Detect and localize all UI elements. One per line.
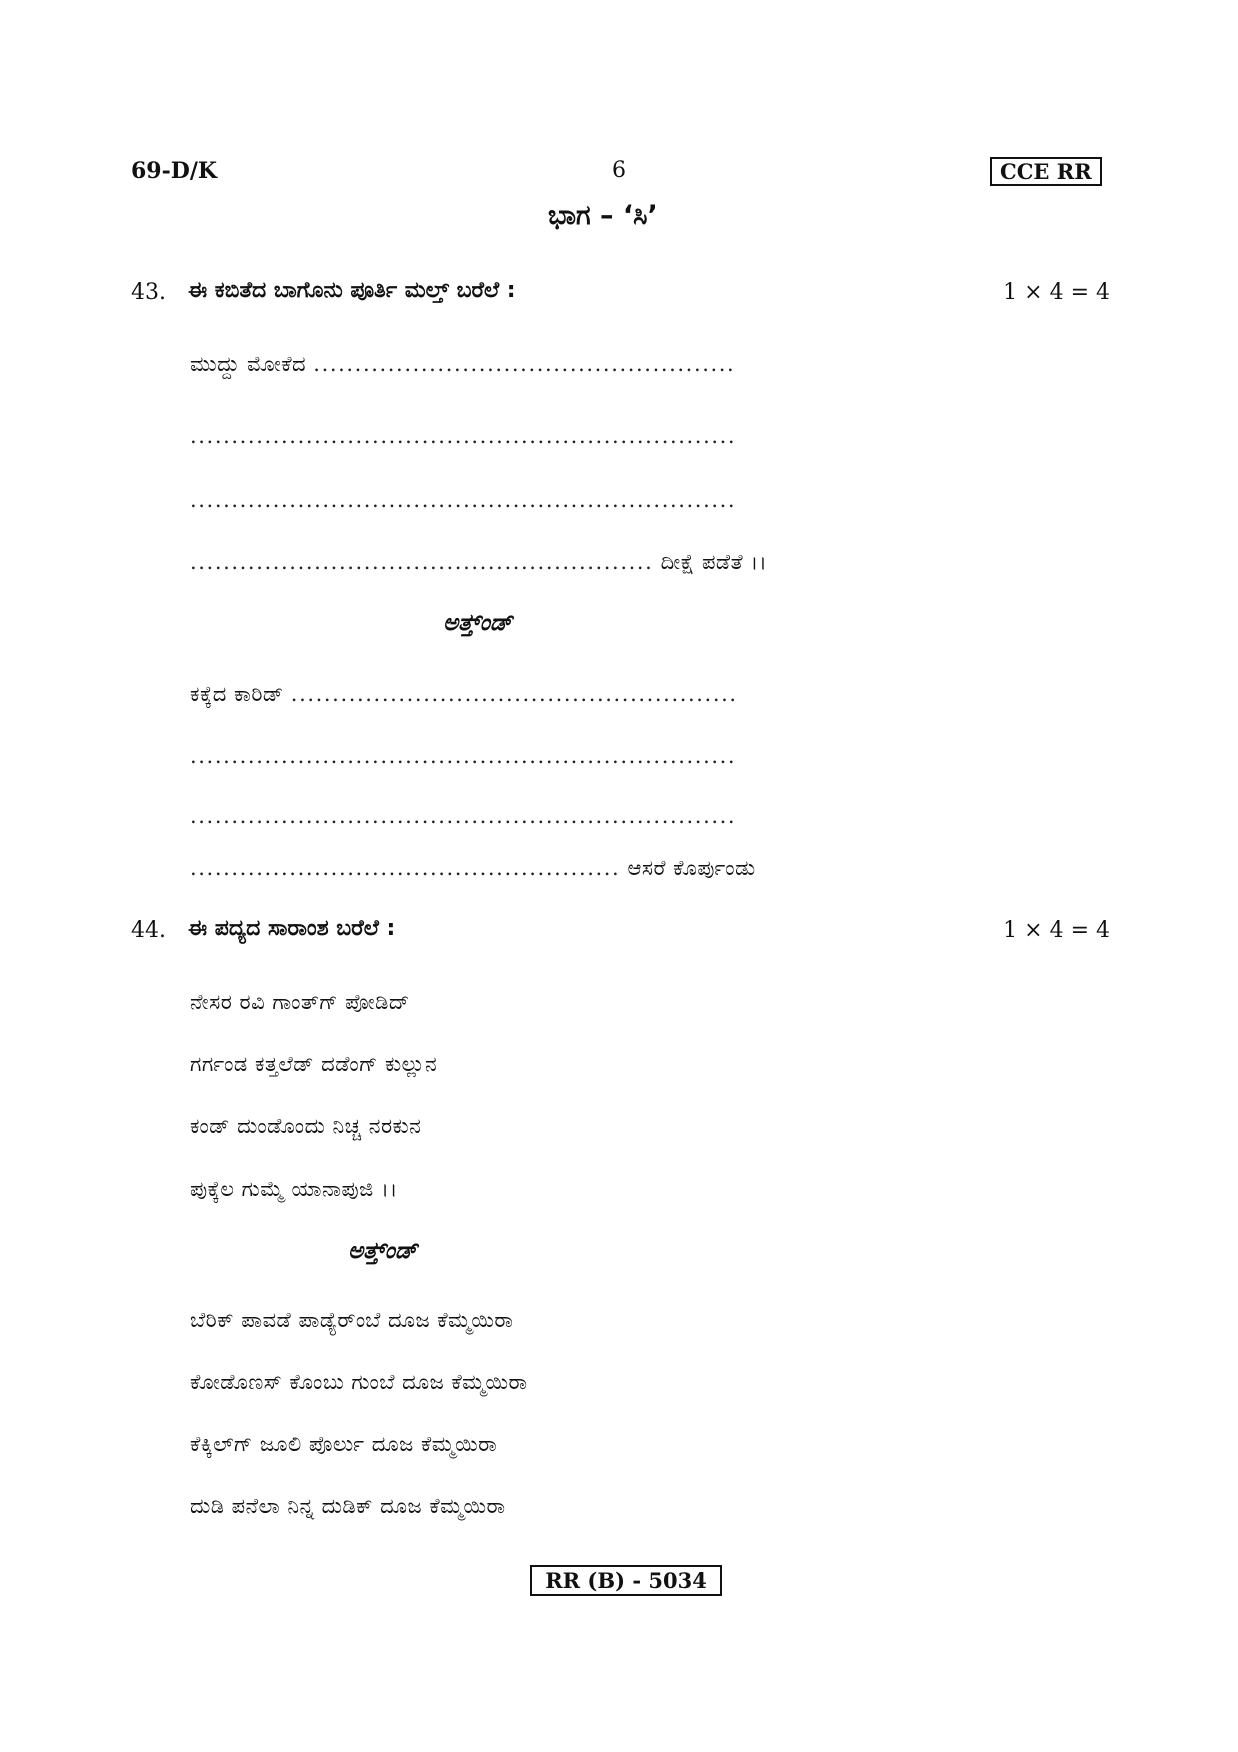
q43-a-line-1-text: ಮುದ್ದು ಮೋಕೆದ	[190, 352, 307, 376]
paper-code: 69-D/K	[131, 158, 217, 184]
q43-b-line-4-blank: ....................................................	[190, 856, 621, 880]
q43-a-line-3-blank: ..................................................................	[190, 488, 737, 512]
poem-a-line: ಗರ್ಗಂಡ ಕತ್ತಲೆಡ್ ದಡೆಂಗ್ ಕುಲ್ಲುನ	[190, 1052, 438, 1076]
q43-b-line-3	[190, 804, 736, 828]
q43-b-line-2	[190, 744, 736, 768]
q43-b-line-1-blank: ......................................................	[290, 682, 738, 706]
q43-b-line-4	[190, 856, 756, 881]
q44-or-label: ಅತ್ತ್‌ಂಡ್	[348, 1238, 418, 1264]
question-43-text: ಈ ಕಬಿತೆದ ಬಾಗೊನು ಪೂರ್ತಿ ಮಲ್ತ್ ಬರೆಲೆ :	[188, 278, 516, 303]
question-44-number: 44.	[131, 918, 166, 943]
poem-a-line: ಕಂಡ್ ದುಂಡೊಂದು ನಿಚ್ಚ ನರಕುನ	[190, 1114, 422, 1138]
question-43-number: 43.	[131, 280, 166, 305]
cce-rr-badge: CCE RR	[990, 157, 1102, 186]
q43-a-line-4	[190, 550, 767, 575]
section-title: ಭಾಗ – ‘ಸಿ’	[548, 200, 658, 231]
q43-or-label: ಅತ್ತ್‌ಂಡ್	[443, 610, 513, 636]
q43-a-line-2	[190, 424, 736, 448]
q43-a-line-4-text: ದೀಕ್ಷೆ ಪಡೆತೆ ।।	[660, 550, 768, 574]
poem-a-line: ಪುಕ್ಕೆಲ ಗುಮ್ಮೆ ಯಾನಾಪುಜಿ ।।	[190, 1177, 398, 1201]
q43-a-line-4-blank: ........................................................	[190, 550, 654, 574]
poem-b-line: ಬೆರಿಕ್ ಪಾವಡೆ ಪಾಡ್ಯೆರ್‌ಂಬೆ ದೂಜ ಕೆಮ್ಮಯಿರಾ	[190, 1308, 514, 1332]
question-43-marks: 1 × 4 = 4	[1003, 280, 1110, 305]
q43-b-line-2-blank: ..................................................................	[190, 744, 737, 768]
q43-b-line-4-text: ಆಸರೆ ಕೊರ್ಪುಂಡು	[627, 856, 756, 880]
poem-b-line: ಕೆಕ್ಕಿಲ್‌ಗ್ ಜೂಲಿ ಪೊರ್ಲು ದೂಜ ಕೆಮ್ಮಯಿರಾ	[190, 1432, 498, 1456]
q43-b-line-1-text: ಕಕ್ಕೆದ ಕಾರಿಡ್	[190, 682, 284, 706]
poem-a-line: ನೇಸರ ರವಿ ಗಾಂತ್‌ಗ್ ಪೋಡಿದ್	[190, 990, 410, 1014]
page-number: 6	[612, 158, 626, 183]
q43-b-line-1	[190, 682, 738, 707]
question-44-marks: 1 × 4 = 4	[1003, 918, 1110, 943]
footer-code-box: RR (B) - 5034	[530, 1565, 722, 1596]
q43-a-line-1-blank: ...................................................	[313, 352, 736, 376]
q43-a-line-1	[190, 352, 735, 377]
poem-b-line: ದುಡಿ ಪನೆಲಾ ನಿನ್ನ ದುಡಿಕ್ ದೂಜ ಕೆಮ್ಮಯಿರಾ	[190, 1494, 506, 1518]
question-44-text: ಈ ಪದ್ಯದ ಸಾರಾಂಶ ಬರೆಲೆ :	[188, 916, 396, 941]
q43-b-line-3-blank: ..................................................................	[190, 804, 737, 828]
poem-b-line: ಕೋಡೊಣಸ್ ಕೊಂಬು ಗುಂಬೆ ದೂಜ ಕೆಮ್ಮಯಿರಾ	[190, 1370, 528, 1394]
q43-a-line-3	[190, 488, 736, 512]
q43-a-line-2-blank: ..................................................................	[190, 424, 737, 448]
